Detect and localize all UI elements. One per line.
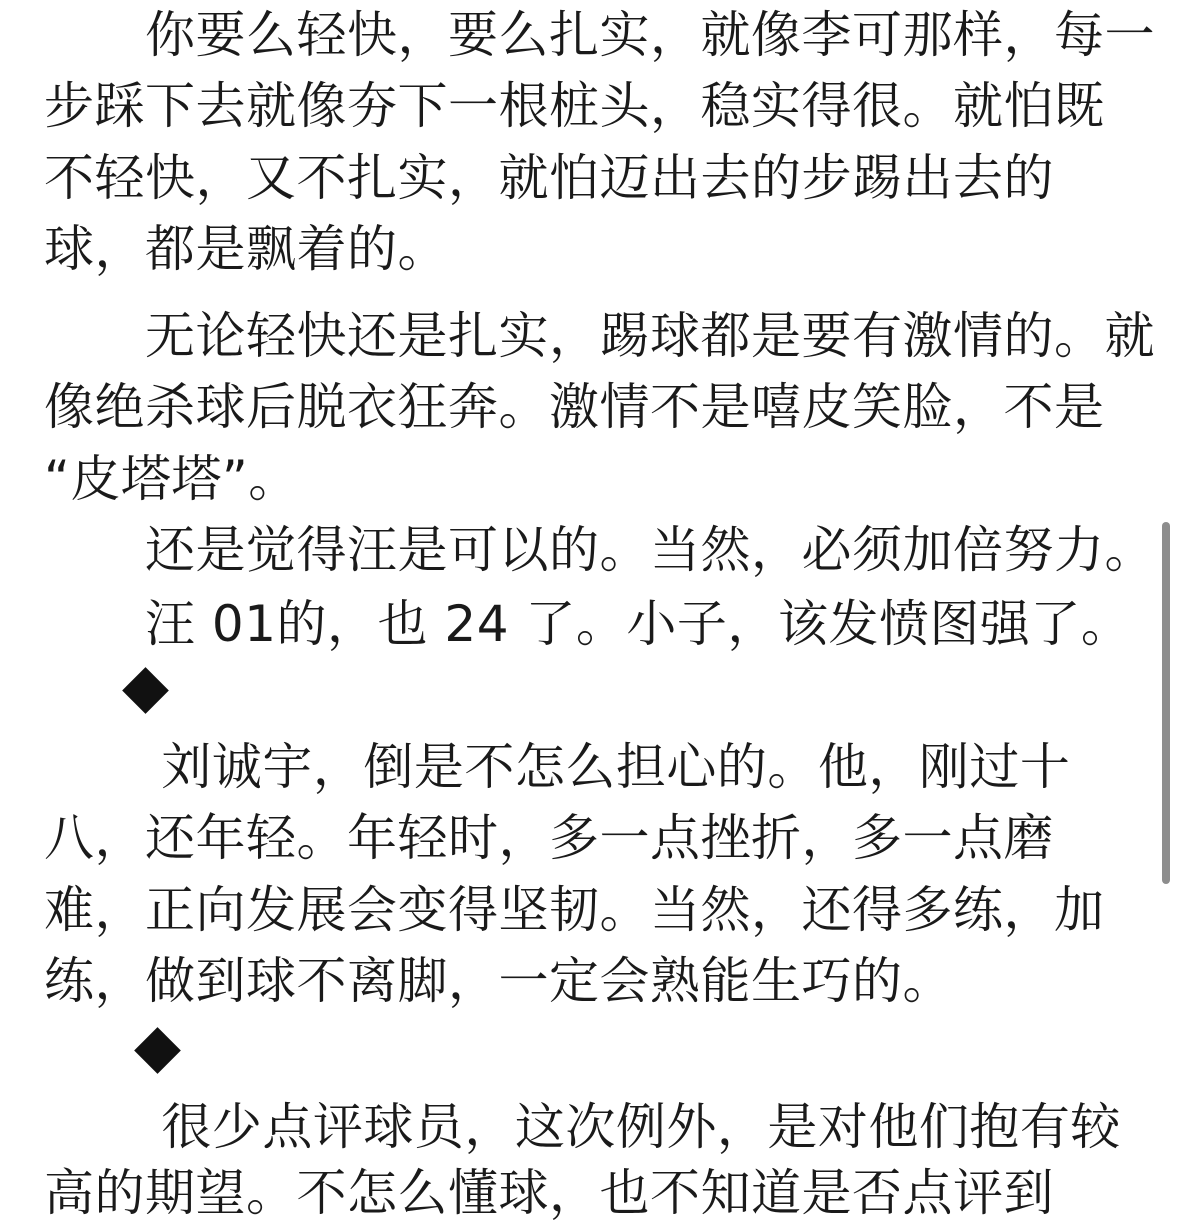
black-diamond-icon [134, 1027, 181, 1074]
black-diamond-icon [122, 667, 169, 714]
paragraph-line: 刘诚宇，倒是不怎么担心的。他，刚过十 [44, 738, 1071, 796]
paragraph-line: 汪 01的，也 24 了。小子，该发愤图强了。 [44, 595, 1132, 653]
paragraph-line: 很少点评球员，这次例外，是对他们抱有较 [44, 1098, 1121, 1156]
paragraph-line: 还是觉得汪是可以的。当然，必须加倍努力。 [44, 521, 1155, 579]
paragraph-line: 球，都是飘着的。 [44, 220, 448, 278]
paragraph-line: 不轻快，又不扎实，就怕迈出去的步踢出去的 [44, 149, 1054, 207]
paragraph-line: 高的期望。不怎么懂球，也不知道是否点评到 [44, 1164, 1054, 1222]
paragraph-line: 练，做到球不离脚，一定会熟能生巧的。 [44, 952, 953, 1010]
paragraph-line: 步踩下去就像夯下一根桩头，稳实得很。就怕既 [44, 77, 1105, 135]
paragraph-line: 难，正向发展会变得坚韧。当然，还得多练，加 [44, 881, 1105, 939]
paragraph-line: 你要么轻快，要么扎实，就像李可那样，每一 [44, 6, 1155, 64]
paragraph-line: “皮塔塔”。 [44, 450, 299, 508]
vertical-scrollbar[interactable] [1162, 522, 1170, 884]
paragraph-line: 无论轻快还是扎实，踢球都是要有激情的。就 [44, 307, 1155, 365]
paragraph-line: 像绝杀球后脱衣狂奔。激情不是嘻皮笑脸，不是 [44, 378, 1105, 436]
paragraph-line: 八，还年轻。年轻时，多一点挫折，多一点磨 [44, 809, 1054, 867]
